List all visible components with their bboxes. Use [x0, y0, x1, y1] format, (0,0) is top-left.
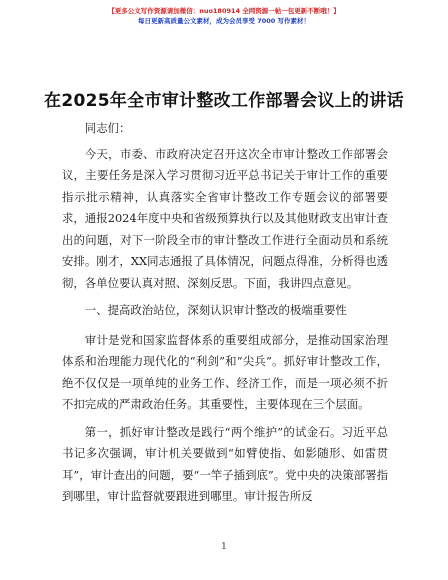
- promo-banner: [0, 6, 448, 26]
- paragraph-first-point: 第一，抓好审计整改是践行“两个维护”的试金石。习近平总书记多次强调，审计机关要做到“如臂使指、如影随形、如雷贯耳”，审计查出的问题，要“一竿子插到底”。党中央的决策部署指到哪里，审计监督就要跟进到哪里。审计报告所反: [62, 424, 388, 503]
- document-body: [62, 118, 388, 514]
- section-heading-1: 一、提高政治站位，深刻认识审计整改的极端重要性: [84, 303, 347, 317]
- page-number: 1: [221, 542, 227, 552]
- document-title: 在2025年全市审计整改工作部署会议上的讲话: [44, 91, 404, 111]
- promo-line-1: 【更多公文写作资源请加微信：nuo180914 全网资源⼀帖一包更新不断哦！】: [108, 7, 340, 15]
- promo-line-2: 每日更新高质量公文素材，成为会员享受 7000 写作素材！: [137, 17, 311, 25]
- salutation: 同志们：: [84, 121, 131, 135]
- paragraph-audit-role: 审计是党和国家监督体系的重要组成部分，是推动国家治理体系和治理能力现代化的“利剑”和“尖兵”。抓好审计整改工作，绝不仅仅是一项单纯的业务工作、经济工作，而是一项必须不折不扣完成的严肃政治任务。其重要性，主要体现在三个层面。: [62, 332, 388, 411]
- paragraph-intro: 今天，市委、市政府决定召开这次全市审计整改工作部署会议，主要任务是深入学习贯彻习近平总书记关于审计工作的重要指示批示精神，认真落实全省审计整改工作专题会议的部署要求，通报2024年度中央和省级预算执行以及其他财政支出审计查出的问题，对下一阶段全市的审计整改工作进行全面动员和系统安排。刚才，XX同志通报了具体情况，问题点得准，分析得也透彻，各单位要认真对照、深刻反思。下面，我讲四点意见。: [62, 146, 388, 290]
